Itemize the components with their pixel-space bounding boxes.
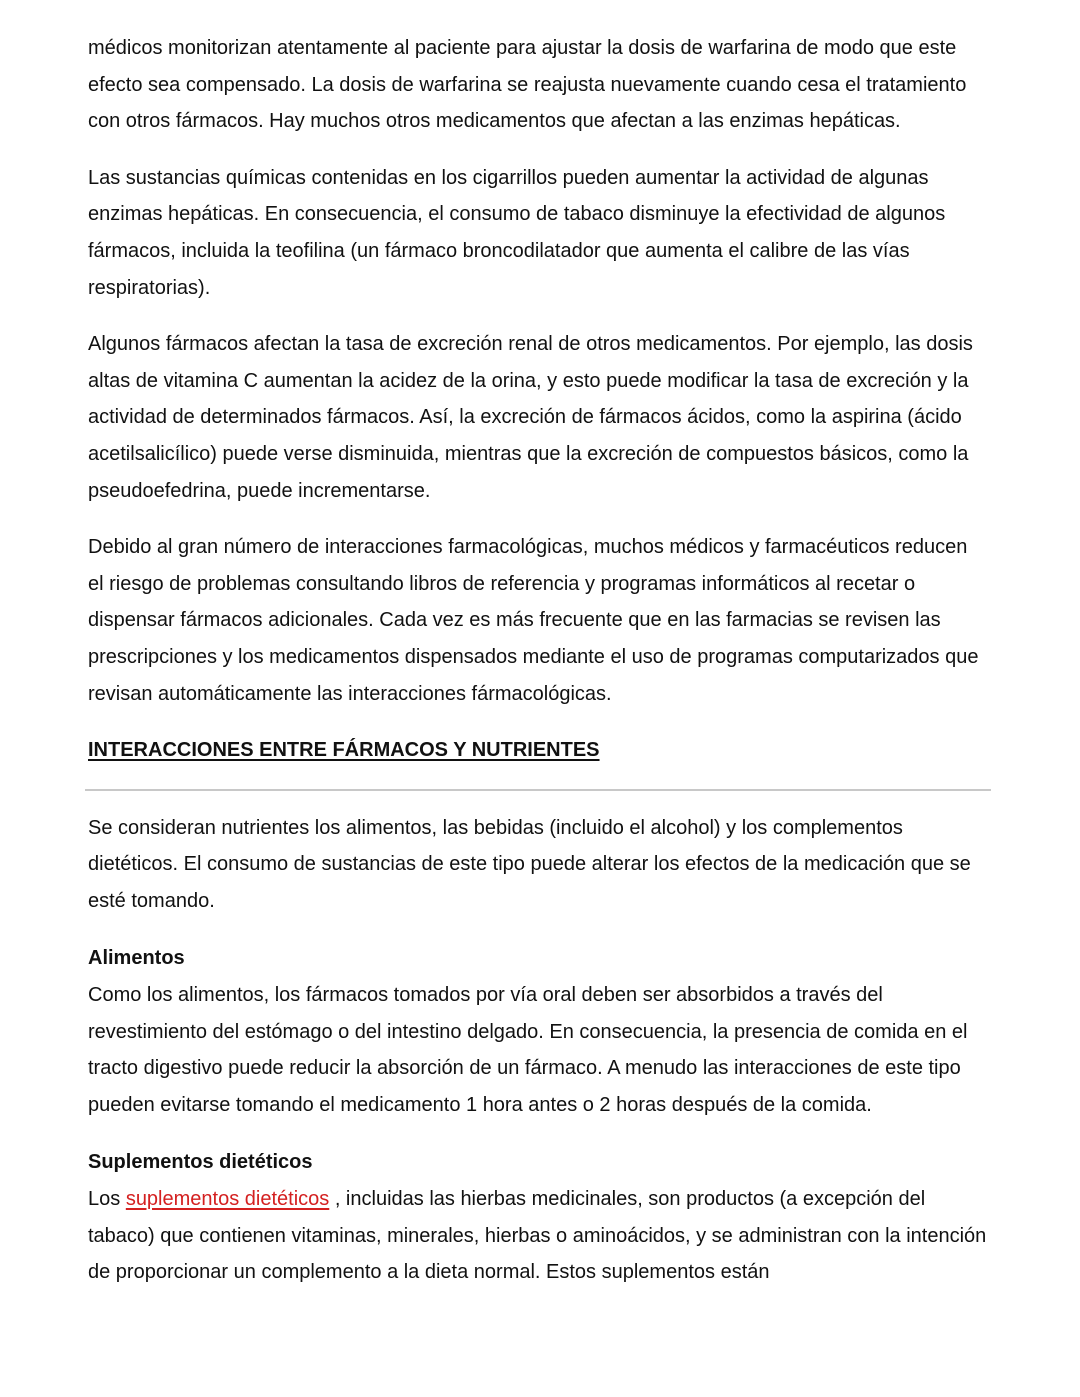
suplementos-body-suffix: , incluidas las hierbas medicinales, son productos (a excepción del tabaco) que contienen vitaminas, minerales, hierbas o aminoácidos, y se administran con la intención de proporcionar un complemento a la dieta normal. Estos suplementos están	[88, 1188, 987, 1284]
paragraph-warfarina: médicos monitorizan atentamente al paciente para ajustar la dosis de warfarina de modo que este efecto sea compensado. La dosis de warfarina se reajusta nuevamente cuando cesa el tratamiento con otros fármacos. Hay muchos otros medicamentos que afectan a las enzimas hepáticas.	[88, 37, 967, 133]
paragraph-tabaco: Las sustancias químicas contenidas en los cigarrillos pueden aumentar la actividad de algunas enzimas hepáticas. En consecuencia, el consumo de tabaco disminuye la efectividad de algunos fármacos, incluida la teofilina (un fármaco broncodilatador que aumenta el calibre de las vías respiratorias).	[88, 166, 946, 299]
paragraph-excrecion-renal: Algunos fármacos afectan la tasa de excreción renal de otros medicamentos. Por ejemplo, las dosis altas de vitamina C aumentan la acidez de la orina, y esto puede modificar la tasa de excreción y la actividad de determinados fármacos. Así, la excreción de fármacos ácidos, como la aspirina (ácido acetilsalicílico) puede verse disminuida, mientras que la excreción de compuestos básicos, como la pseudoefedrina, puede incrementarse.	[88, 333, 973, 502]
section-intro: Se consideran nutrientes los alimentos, las bebidas (incluido el alcohol) y los complementos dietéticos. El consumo de sustancias de este tipo puede alterar los efectos de la medicación que se esté tomando.	[88, 816, 971, 912]
divider-wrap	[88, 769, 988, 819]
suplementos-body-prefix: Los	[88, 1188, 126, 1211]
paragraph-interacciones-farmacologicas: Debido al gran número de interacciones farmacológicas, muchos médicos y farmacéuticos reducen el riesgo de problemas consultando libros de referencia y programas informáticos al recetar o dispensar fármacos adicionales. Cada vez es más frecuente que en las farmacias se revisen las prescripciones y los medicamentos dispensados mediante el uso de programas computarizados que revisan automáticamente las interacciones fármacológicas.	[88, 536, 979, 705]
alimentos-heading: Alimentos	[88, 947, 185, 970]
document-page	[88, 30, 988, 1291]
alimentos-body: Como los alimentos, los fármacos tomados por vía oral deben ser absorbidos a través del revestimiento del estómago o del intestino delgado. En consecuencia, la presencia de comida en el tracto digestivo puede reducir la absorción de un fármaco. A menudo las interacciones de este tipo pueden evitarse tomando el medicamento 1 hora antes o 2 horas después de la comida.	[88, 984, 968, 1116]
suplementos-body	[88, 1181, 988, 1291]
suplementos-heading: Suplementos dietéticos	[88, 1151, 313, 1174]
section-divider	[85, 789, 991, 791]
suplementos-dieteticos-link[interactable]: suplementos dietéticos	[125, 1188, 330, 1211]
section-title: INTERACCIONES ENTRE FÁRMACOS Y NUTRIENTES	[88, 739, 600, 762]
